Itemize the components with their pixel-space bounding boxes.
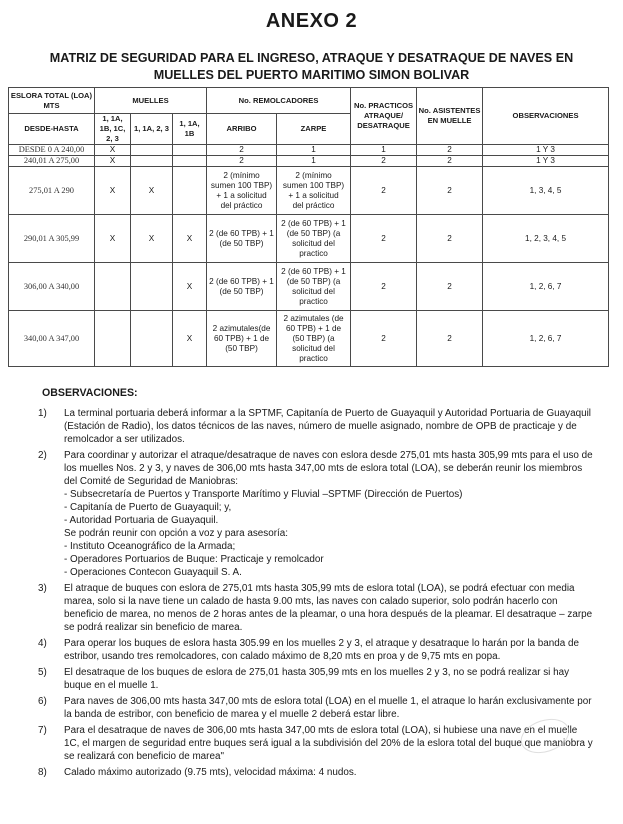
zarpe-cell: 2 (de 60 TPB) + 1 (de 50 TBP) (a solicitud del practico: [277, 263, 351, 311]
observations-list: [38, 407, 594, 782]
muelle-c-cell: [173, 156, 207, 167]
muelle-c-cell: [173, 167, 207, 215]
practicos-cell: 1: [351, 145, 417, 156]
arribo-cell: 2 (mínimo sumen 100 TBP) + 1 a solicitud del práctico: [207, 167, 277, 215]
zarpe-cell: 2 azimutales (de 60 TPB) + 1 de (50 TBP) (a solicitud del practico: [277, 311, 351, 367]
observation-item: [38, 766, 594, 779]
muelle-b-cell: [131, 145, 173, 156]
observation-item: [38, 724, 594, 763]
range-cell: 290,01 A 305,99: [9, 215, 95, 263]
table-row: [9, 167, 609, 215]
asistentes-cell: 2: [417, 145, 483, 156]
range-cell: 306,00 A 340,00: [9, 263, 95, 311]
muelle-a-cell: [95, 263, 131, 311]
document-title: MATRIZ DE SEGURIDAD PARA EL INGRESO, ATRAQUE Y DESATRAQUE DE NAVES EN MUELLES DEL PUERTO MARITIMO SIMON BOLIVAR: [49, 51, 574, 82]
zarpe-cell: 1: [277, 145, 351, 156]
observation-number: 5): [38, 667, 47, 678]
observation-item: [38, 695, 594, 721]
observation-text: El desatraque de los buques de eslora de 275,01 hasta 305,99 mts en los muelles 2 y 3, no se podrá realizar si hay buque en el muelle 1.: [64, 667, 570, 691]
observation-number: 6): [38, 696, 47, 707]
header-zarpe: ZARPE: [277, 114, 351, 145]
header-practicos: No. PRACTICOS ATRAQUE/ DESATRAQUE: [351, 88, 417, 145]
observation-text: El atraque de buques con eslora de 275,01 mts hasta 305,99 mts de eslora total (LOA), se podrá efectuar con media marea, solo si la nave tiene un calado de hasta 9.00 mts, las naves con calado superior, solo podrán hacerlo con beneficio de marea, no menos de 2 horas antes de la pleamar, o una hora después de la pleamar. El desatraque – zarpe se podrá realizar sin beneficio de marea.: [64, 583, 593, 633]
practicos-cell: 2: [351, 167, 417, 215]
asistentes-cell: 2: [417, 156, 483, 167]
muelle-c-cell: [173, 145, 207, 156]
observation-number: 7): [38, 725, 47, 736]
observation-item: [38, 407, 594, 446]
asistentes-cell: 2: [417, 311, 483, 367]
arribo-cell: 2 (de 60 TPB) + 1 (de 50 TBP): [207, 263, 277, 311]
asistentes-cell: 2: [417, 215, 483, 263]
practicos-cell: 2: [351, 311, 417, 367]
range-cell: 275,01 A 290: [9, 167, 95, 215]
muelle-b-cell: X: [131, 167, 173, 215]
observation-item: [38, 666, 594, 692]
header-desde-hasta: DESDE-HASTA: [9, 114, 95, 145]
arribo-cell: 2 azimutales(de 60 TPB) + 1 de (50 TBP): [207, 311, 277, 367]
practicos-cell: 2: [351, 215, 417, 263]
muelle-b-cell: [131, 263, 173, 311]
muelle-a-cell: X: [95, 156, 131, 167]
observations-title: OBSERVACIONES:: [42, 387, 138, 399]
observation-text: La terminal portuaria deberá informar a la SPTMF, Capitanía de Puerto de Guayaquil y Autoridad Portuaria de Guayaquil (Estación de Radio), los datos técnicos de las naves, número de muelle asignado, nombre de OPB de practicaje y de remolcador a ser utilizados.: [64, 408, 591, 445]
header-asistentes: No. ASISTENTES EN MUELLE: [417, 88, 483, 145]
table-row: [9, 156, 609, 167]
table-row: [9, 215, 609, 263]
observation-number: 4): [38, 638, 47, 649]
header-observaciones: OBSERVACIONES: [483, 88, 609, 145]
header-muelles: MUELLES: [95, 88, 207, 114]
range-cell: 240,01 A 275,00: [9, 156, 95, 167]
observation-number: 8): [38, 767, 47, 778]
observaciones-cell: 1, 2, 6, 7: [483, 311, 609, 367]
muelle-c-cell: X: [173, 311, 207, 367]
arribo-cell: 2: [207, 156, 277, 167]
observation-item: [38, 449, 594, 579]
observation-item: [38, 582, 594, 634]
table-row: [9, 311, 609, 367]
muelle-a-cell: X: [95, 215, 131, 263]
observaciones-cell: 1, 2, 6, 7: [483, 263, 609, 311]
zarpe-cell: 1: [277, 156, 351, 167]
observaciones-cell: 1, 2, 3, 4, 5: [483, 215, 609, 263]
table-row: [9, 263, 609, 311]
arribo-cell: 2 (de 60 TPB) + 1 (de 50 TBP): [207, 215, 277, 263]
muelle-a-cell: X: [95, 145, 131, 156]
arribo-cell: 2: [207, 145, 277, 156]
observation-number: 3): [38, 583, 47, 594]
observaciones-cell: 1, 3, 4, 5: [483, 167, 609, 215]
table-row: [9, 145, 609, 156]
muelle-c-cell: X: [173, 263, 207, 311]
observation-number: 2): [38, 450, 47, 461]
muelle-b-cell: [131, 156, 173, 167]
observaciones-cell: 1 Y 3: [483, 156, 609, 167]
observation-text: Para operar los buques de eslora hasta 305.99 en los muelles 2 y 3, el atraque y desatraque lo harán por la banda de estribor, usando tres remolcadores, con calado máximo de 8,20 mts en proa y de 9,75 mts en popa.: [64, 638, 579, 662]
observation-text: Para naves de 306,00 mts hasta 347,00 mts de eslora total (LOA) en el muelle 1, el atraque lo harán exclusivamente por la banda de estribor, con beneficio de marea y el muelle 2 deberá estar libre.: [64, 696, 592, 720]
practicos-cell: 2: [351, 156, 417, 167]
header-arribo: ARRIBO: [207, 114, 277, 145]
header-muelle-c: 1, 1A, 1B: [173, 114, 207, 145]
range-cell: 340,00 A 347,00: [9, 311, 95, 367]
range-cell: DESDE 0 A 240,00: [9, 145, 95, 156]
observation-text: Para coordinar y autorizar el atraque/desatraque de naves con eslora desde 275,01 mts hasta 305,99 mts para el uso de los muelles Nos. 2 y 3, y naves de 306,00 mts hasta 347,00 mts de eslora total (LOA), se deberán reunir los miembros del Comité de Seguridad de Maniobras: - Subsecretaría de Puertos y Transporte Marítimo y Fluvial –SPTMF (Dirección de Puertos) - Capitanía de Puerto de Guayaquil; y, - Autoridad Portuaria de Guayaquil. Se podrán reunir con opción a voz y para asesoría: - Instituto Oceanográfico de la Armada; - Operadores Portuarios de Buque: Practicaje y remolcador - Operaciones Contecon Guayaquil S. A.: [64, 450, 593, 578]
muelle-a-cell: [95, 311, 131, 367]
zarpe-cell: 2 (de 60 TPB) + 1 (de 50 TBP) (a solicitud del practico: [277, 215, 351, 263]
annex-title: ANEXO 2: [265, 10, 358, 32]
header-remolcadores: No. REMOLCADORES: [207, 88, 351, 114]
observation-text: Calado máximo autorizado (9.75 mts), velocidad máxima: 4 nudos.: [64, 767, 357, 778]
asistentes-cell: 2: [417, 167, 483, 215]
practicos-cell: 2: [351, 263, 417, 311]
header-eslora: ESLORA TOTAL (LOA) MTS: [9, 88, 95, 114]
header-muelle-b: 1, 1A, 2, 3: [131, 114, 173, 145]
observation-text: Para el desatraque de naves de 306,00 mts hasta 347,00 mts de eslora total (LOA), si hubiese una nave en el muelle 1C, el margen de seguridad entre buques será igual a la subdivisión del 20% de la eslora total del buque que maniobra y se realizará con beneficio de marea": [64, 725, 593, 762]
asistentes-cell: 2: [417, 263, 483, 311]
muelle-b-cell: [131, 311, 173, 367]
observaciones-cell: 1 Y 3: [483, 145, 609, 156]
muelle-b-cell: X: [131, 215, 173, 263]
safety-matrix-table: [8, 87, 609, 367]
observation-number: 1): [38, 408, 47, 419]
zarpe-cell: 2 (mínimo sumen 100 TBP) + 1 a solicitud del práctico: [277, 167, 351, 215]
header-muelle-a: 1, 1A, 1B, 1C, 2, 3: [95, 114, 131, 145]
observation-item: [38, 637, 594, 663]
muelle-a-cell: X: [95, 167, 131, 215]
muelle-c-cell: X: [173, 215, 207, 263]
